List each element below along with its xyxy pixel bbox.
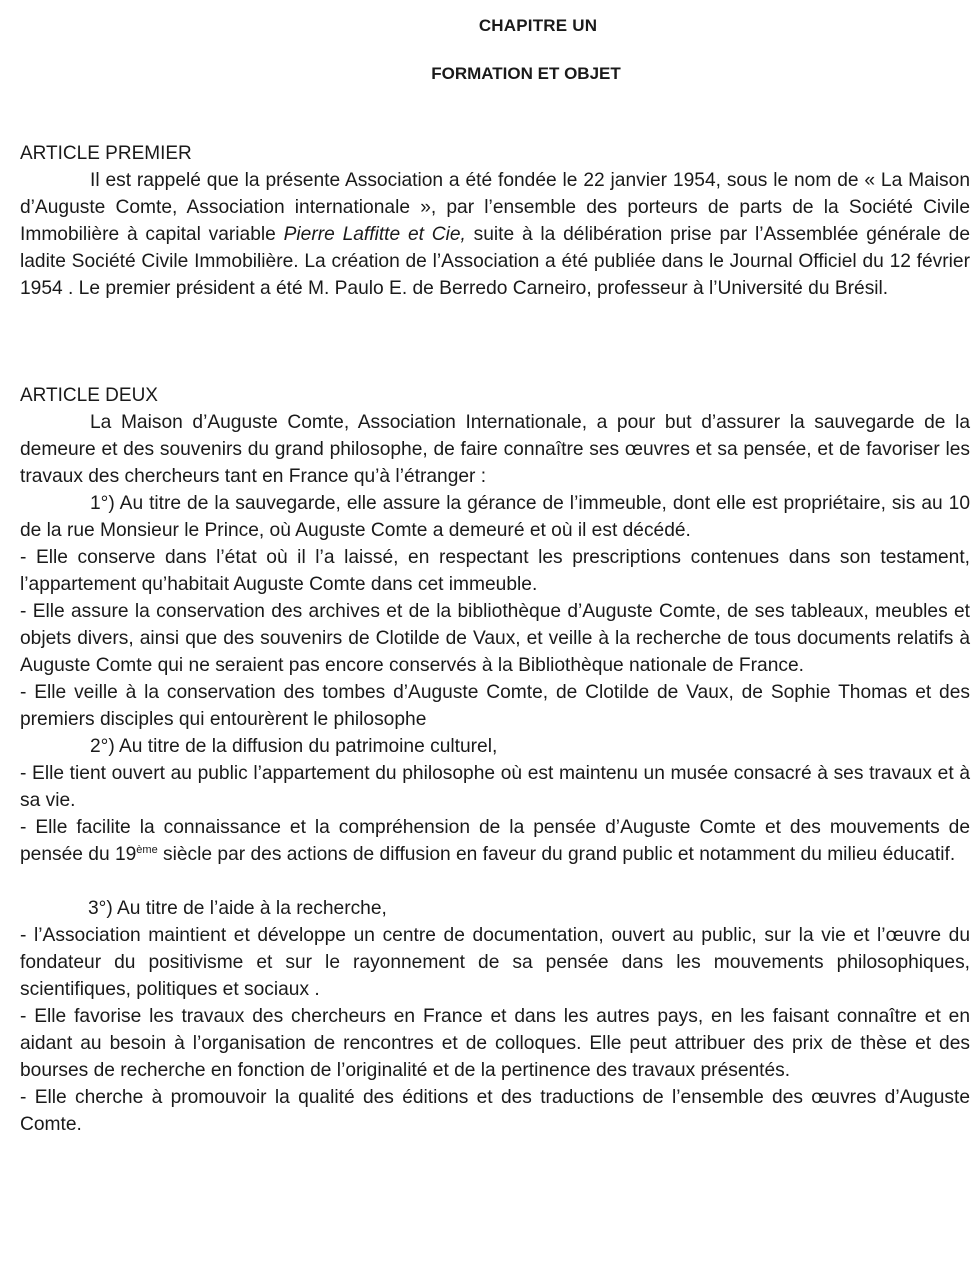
- section-3-bullet-2: - Elle favorise les travaux des chercheurs en France et dans les autres pays, en les faisant connaître et en aidant au besoin à l’organisation de rencontres et de colloques. Elle peut attribuer des prix de thèse et des bourses de recherche en fonction de l’originalité et de la pertinence des travaux présentés.: [20, 1006, 970, 1081]
- article-premier-text-a: Il est rappelé que la présente Association a été fondée le 22 janvier 1954, sous le nom de « La Maison d’Auguste Comte, Association internationale », par l’ensemble des porteurs de parts de la Société Civile Immobilière à capital variable: [20, 170, 970, 245]
- section-2-bullet-2-text-a: - Elle facilite la connaissance et la compréhension de la pensée d’Auguste Comte et des mouvements de pensée du 19: [20, 817, 970, 865]
- article-deux-intro: La Maison d’Auguste Comte, Association Internationale, a pour but d’assurer la sauvegarde de la demeure et des souvenirs du grand philosophe, de faire connaître ses œuvres et sa pensée, et de favoriser les travaux des chercheurs tant en France qu’à l’étranger :: [20, 412, 970, 487]
- chapter-title: CHAPITRE UN: [478, 16, 598, 35]
- article-deux: [20, 382, 970, 1138]
- section-3-bullet-1: - l’Association maintient et développe un centre de documentation, ouvert au public, sur la vie et l’œuvre du fondateur du positivisme et sur le rayonnement de sa pensée dans les mouvements philosophiques, scientifiques, politiques et sociaux .: [20, 925, 970, 1000]
- article-premier: [20, 140, 970, 302]
- blank-line: [20, 868, 970, 895]
- section-1-bullet-3: - Elle veille à la conservation des tombes d’Auguste Comte, de Clotilde de Vaux, de Sophie Thomas et des premiers disciples qui entourèrent le philosophe: [20, 682, 970, 730]
- article-deux-heading: ARTICLE DEUX: [20, 385, 158, 406]
- section-1-title: 1°) Au titre de la sauvegarde, elle assure la gérance de l’immeuble, dont elle est propriétaire, sis au 10 de la rue Monsieur le Prince, où Auguste Comte a demeuré et où il est décédé.: [20, 493, 970, 541]
- section-3-bullet-3: - Elle cherche à promouvoir la qualité des éditions et des traductions de l’ensemble des œuvres d’Auguste Comte.: [20, 1087, 970, 1135]
- section-2-bullet-1: - Elle tient ouvert au public l’appartement du philosophe où est maintenu un musée consacré à ses travaux et à sa vie.: [20, 763, 970, 811]
- superscript-eme: ème: [136, 844, 158, 856]
- section-1-bullet-1: - Elle conserve dans l’état où il l’a laissé, en respectant les prescriptions contenues dans son testament, l’appartement qu’habitait Auguste Comte dans cet immeuble.: [20, 547, 970, 595]
- article-premier-paragraph: [20, 167, 970, 302]
- article-premier-text-b: suite à la délibération prise par l’Assemblée générale de ladite Société Civile Immobilière. La création de l’Association a été publiée dans le Journal Officiel du 12 février 1954 . Le premier président a été M. Paulo E. de Berredo Carneiro, professeur à l’Université du Brésil.: [20, 224, 970, 299]
- chapter-subtitle: FORMATION ET OBJET: [431, 64, 621, 83]
- article-premier-italic-name: Pierre Laffitte et Cie,: [283, 224, 466, 245]
- section-2-title: 2°) Au titre de la diffusion du patrimoine culturel,: [90, 736, 498, 757]
- section-3-title: 3°) Au titre de l’aide à la recherche,: [88, 898, 387, 919]
- section-2-bullet-2: [20, 814, 970, 868]
- section-1-bullet-2: - Elle assure la conservation des archives et de la bibliothèque d’Auguste Comte, de ses tableaux, meubles et objets divers, ainsi que des souvenirs de Clotilde de Vaux, et veille à la recherche de tous documents relatifs à Auguste Comte qui ne seraient pas encore conservés à la Bibliothèque nationale de France.: [20, 601, 970, 676]
- section-2-bullet-2-text-b: siècle par des actions de diffusion en faveur du grand public et notamment du milieu éducatif.: [157, 844, 956, 865]
- article-premier-heading: ARTICLE PREMIER: [20, 143, 192, 164]
